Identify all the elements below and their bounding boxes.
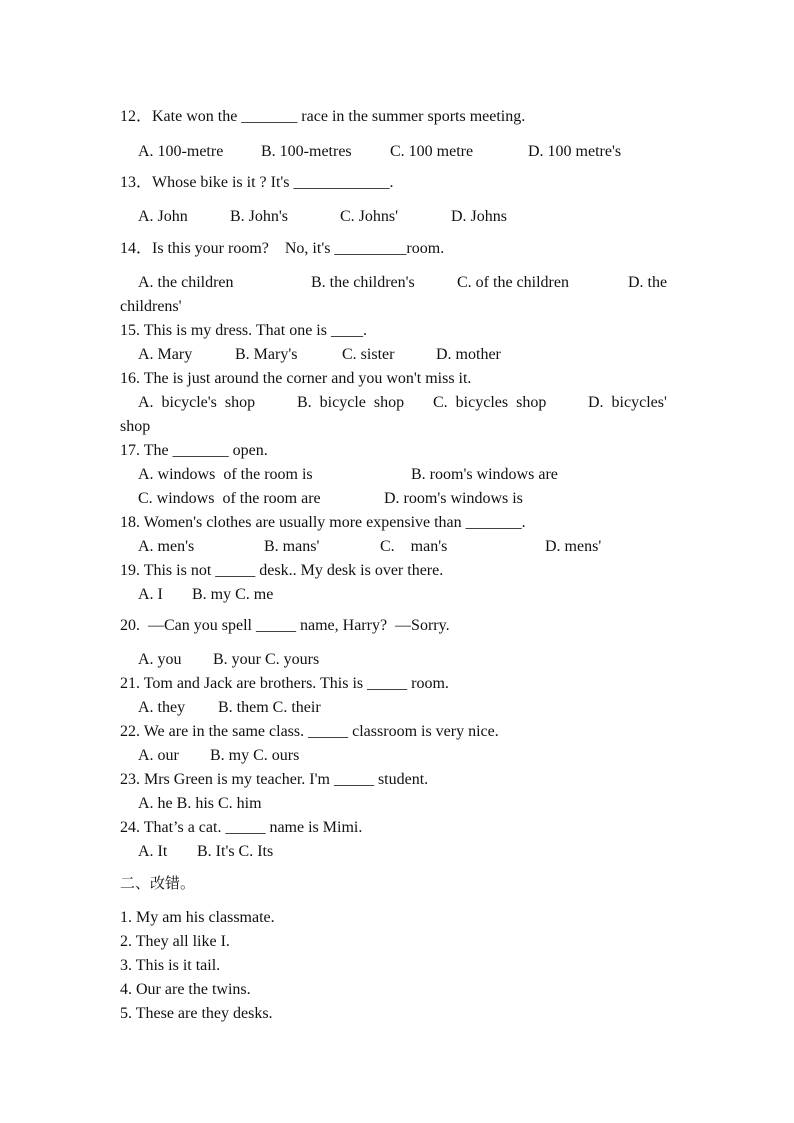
q17-option-a: A. windows of the room is [138,466,313,483]
q21-option-a: A. they [138,699,186,716]
q24-option-bc: B. It's C. Its [197,843,274,860]
q16-option-d: D. bicycles' [588,394,667,411]
q13-option-d: D. Johns [451,208,508,225]
q15-option-c: C. sister [342,346,395,363]
q12-option-c: C. 100 metre [390,143,474,160]
question-12: 12．Kate won the _______ race in the summer sports meeting. [120,108,526,125]
q19-option-a: A. I [138,586,163,603]
q15-option-b: B. Mary's [235,346,298,363]
question-13: 13．Whose bike is it ? It's ____________. [120,174,394,191]
q12-option-a: A. 100-metre [138,143,224,160]
q18-option-c: C. man's [380,538,448,555]
q17-option-b: B. room's windows are [411,466,558,483]
q14-option-c: C. of the children [457,274,569,291]
correction-item-3: 3. This is it tail. [120,957,221,974]
q18-option-b: B. mans' [264,538,320,555]
correction-item-1: 1. My am his classmate. [120,909,275,926]
q12-option-b: B. 100-metres [261,143,352,160]
q14-option-b: B. the children's [311,274,415,291]
question-19: 19. This is not _____ desk.. My desk is over there. [120,562,444,579]
q15-option-d: D. mother [436,346,501,363]
q20-option-a: A. you [138,651,182,668]
q13-option-a: A. John [138,208,188,225]
question-14: 14．Is this your room? No, it's _________room. [120,240,445,257]
correction-item-5: 5. These are they desks. [120,1005,273,1022]
q16-option-b: B. bicycle shop [297,394,405,411]
q13-option-c: C. Johns' [340,208,399,225]
question-22: 22. We are in the same class. _____ classroom is very nice. [120,723,499,740]
q21-option-bc: B. them C. their [218,699,321,716]
q15-option-a: A. Mary [138,346,193,363]
q16-option-d-wrap: shop [120,418,151,435]
question-24: 24. That’s a cat. _____ name is Mimi. [120,819,363,836]
question-15: 15. This is my dress. That one is ____. [120,322,367,339]
question-20: 20. —Can you spell _____ name, Harry? —Sorry. [120,617,450,634]
q24-option-a: A. It [138,843,168,860]
question-16: 16. The is just around the corner and you won't miss it. [120,370,472,387]
q12-option-d: D. 100 metre's [528,143,622,160]
section-2-heading: 二、改错。 [120,874,196,892]
q18-option-d: D. mens' [545,538,602,555]
q19-option-bc: B. my C. me [192,586,274,603]
q22-option-a: A. our [138,747,179,764]
q16-option-a: A. bicycle's shop [138,394,256,411]
q17-option-d: D. room's windows is [384,490,523,507]
q14-option-d-wrap: childrens' [120,298,182,315]
correction-item-2: 2. They all like I. [120,933,230,950]
question-21: 21. Tom and Jack are brothers. This is _____ room. [120,675,449,692]
question-17: 17. The _______ open. [120,442,268,459]
q22-option-bc: B. my C. ours [210,747,300,764]
q20-option-bc: B. your C. yours [213,651,320,668]
question-23: 23. Mrs Green is my teacher. I'm _____ student. [120,771,429,788]
question-18: 18. Women's clothes are usually more expensive than _______. [120,514,526,531]
q16-option-c: C. bicycles shop [433,394,547,411]
q17-option-c: C. windows of the room are [138,490,321,507]
q23-options: A. he B. his C. him [138,795,262,812]
q14-option-d: D. the [628,274,668,291]
q13-option-b: B. John's [230,208,289,225]
q18-option-a: A. men's [138,538,195,555]
correction-item-4: 4. Our are the twins. [120,981,251,998]
q14-option-a: A. the children [138,274,234,291]
